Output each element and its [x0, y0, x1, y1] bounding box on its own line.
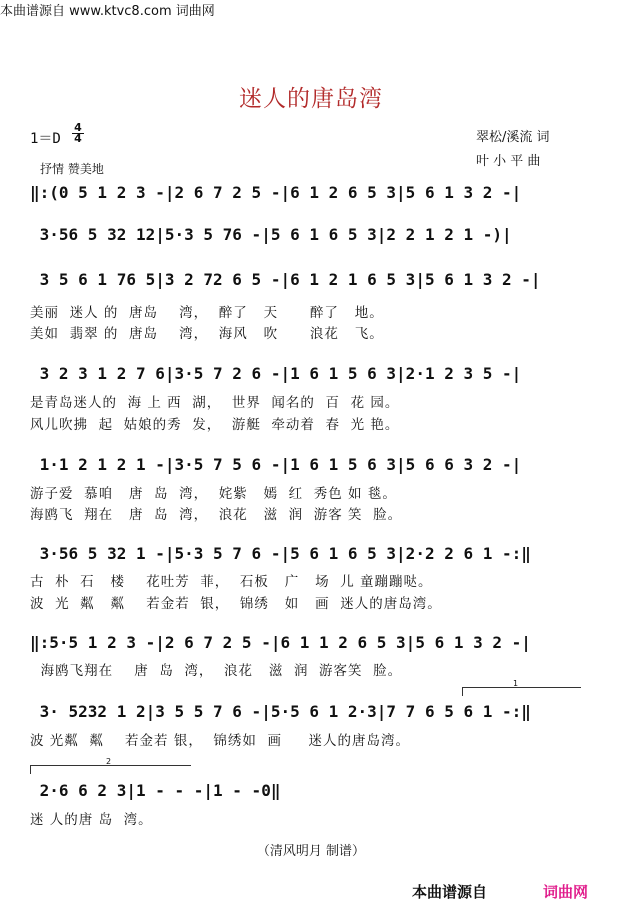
notation-row-7: ‖:5·5 1 2 3 -|2 6 7 2 5 -|6 1 1 2 6 5 3|5 6 1 3 2 -| — [30, 633, 531, 652]
lyric-row-6-verse-2: 波 光 粼 粼 若金若 银， 锦绣 如 画 迷人的唐岛湾。 — [30, 596, 442, 612]
song-title: 迷人的唐岛湾 — [239, 86, 383, 112]
lyric-row-9: 迷 人的唐 岛 湾。 — [30, 812, 153, 828]
footer-brand-left: 本曲谱源自 — [412, 883, 488, 901]
notation-row-2: 3·56 5 32 12|5·3 5 76 -|5 6 1 6 5 3|2 2 1 2 1 -)| — [30, 225, 512, 244]
lyric-row-3-verse-1: 美丽 迷人 的 唐岛 湾， 醉了 天 醉了 地。 — [30, 305, 384, 321]
notation-row-8: 3· 5232 1 2|3 5 5 7 6 -|5·5 6 1 2·3|7 7 6 5 6 1 -:‖ — [30, 702, 531, 721]
notation-row-9: 2·6 6 2 3|1 - - -|1 - -0‖ — [30, 781, 281, 800]
notation-row-3: 3 5 6 1 76 5|3 2 72 6 5 -|6 1 2 1 6 5 3|5 6 1 3 2 -| — [30, 270, 541, 289]
volta-bracket-1: 1 — [462, 687, 581, 696]
composer-credit: 叶 小 平 曲 — [476, 154, 541, 169]
lyric-row-3-verse-2: 美如 翡翠 的 唐岛 湾， 海风 吹 浪花 飞。 — [30, 326, 384, 342]
lyric-row-5-verse-1: 游子爱 慕咱 唐 岛 湾， 姹紫 嫣 红 秀色 如 毯。 — [30, 486, 397, 502]
notation-row-4: 3 2 3 1 2 7 6|3·5 7 2 6 -|1 6 1 5 6 3|2·1 2 3 5 -| — [30, 364, 522, 383]
time-sig-bottom: 4 — [72, 133, 84, 144]
key-signature: 1＝D — [30, 131, 61, 147]
transcriber-signature: （清风明月 制谱） — [256, 844, 366, 859]
volta-bracket-2: 2 — [30, 765, 191, 774]
site-header: 本曲谱源自 www.ktvc8.com 词曲网 — [0, 4, 215, 19]
footer-brand-right: 词曲网 — [543, 883, 589, 901]
notation-row-1: ‖:(0 5 1 2 3 -|2 6 7 2 5 -|6 1 2 6 5 3|5 6 1 3 2 -| — [30, 183, 522, 202]
time-sig-top: 4 — [74, 121, 82, 134]
expression-mark: 抒情 赞美地 — [40, 162, 104, 176]
notation-row-5: 1·1 2 1 2 1 -|3·5 7 5 6 -|1 6 1 5 6 3|5 6 6 3 2 -| — [30, 455, 522, 474]
lyric-row-4-verse-1: 是青岛迷人的 海 上 西 湖， 世界 闻名的 百 花 园。 — [30, 395, 400, 411]
lyric-row-7: 海鸥飞翔在 唐 岛 湾， 浪花 滋 润 游客笑 脸。 — [30, 663, 403, 679]
lyric-row-4-verse-2: 风儿吹拂 起 姑娘的秀 发， 游艇 牵动着 春 光 艳。 — [30, 417, 400, 433]
lyric-row-6-verse-1: 古 朴 石 楼 花吐芳 菲， 石板 广 场 儿 童蹦蹦哒。 — [30, 574, 433, 590]
lyric-row-8: 波 光粼 粼 若金若 银， 锦绣如 画 迷人的唐岛湾。 — [30, 733, 410, 749]
notation-row-6: 3·56 5 32 1 -|5·3 5 7 6 -|5 6 1 6 5 3|2·2 2 6 1 -:‖ — [30, 544, 531, 563]
lyric-row-5-verse-2: 海鸥飞 翔在 唐 岛 湾， 浪花 滋 润 游客 笑 脸。 — [30, 507, 403, 523]
time-signature — [72, 123, 84, 144]
lyricist-credit: 翠松/溪流 词 — [476, 130, 550, 145]
